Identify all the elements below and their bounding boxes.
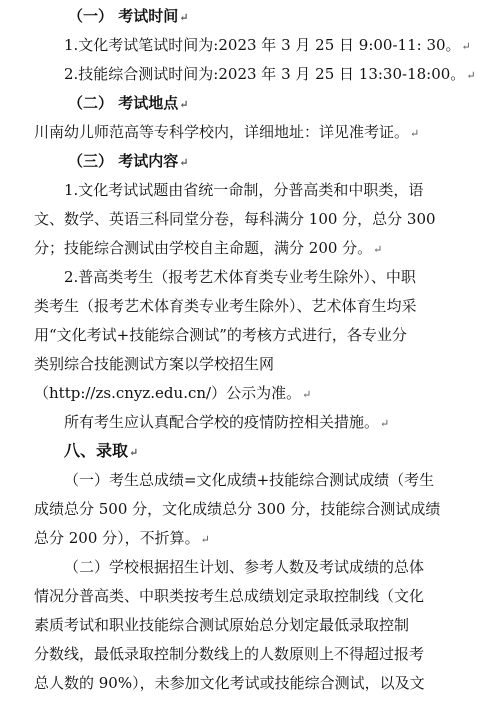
content-2-line-5: （http://zs.cnyz.edu.cn/）公示为准。↵ <box>34 384 312 402</box>
exam-time-line-2: 2.技能综合测试时间为:2023 年 3 月 25 日 13:30-18:00。↵ <box>64 65 476 83</box>
paragraph-mark: ↵ <box>179 98 189 111</box>
exam-time-line-1: 1.文化考试笔试时间为:2023 年 3 月 25 日 9:00-11: 30。↵ <box>64 36 471 54</box>
paragraph-mark: ↵ <box>466 69 476 82</box>
paragraph-mark: ↵ <box>179 156 189 169</box>
admission-2-line-4: 分数线，最低录取控制分数线上的人数原则上不得超过报考 <box>34 645 425 663</box>
content-1-line-3: 分；技能综合测试由学校自主命题，满分 200 分。↵ <box>34 239 383 257</box>
paragraph-mark: ↵ <box>373 243 383 256</box>
paragraph-mark: ↵ <box>410 127 420 140</box>
admission-2-line-2: 情况分普高类、中职类按考生总成绩划定录取控制线（文化 <box>34 587 425 605</box>
admission-1-line-3: 总分 200 分），不折算。↵ <box>34 529 210 547</box>
paragraph-mark: ↵ <box>200 533 210 546</box>
section-exam-place-heading: （二） 考试地点↵ <box>68 94 189 112</box>
content-2-line-1: 2.普高类考生（报考艺术体育类专业考生除外）、中职 <box>64 268 416 286</box>
paragraph-mark: ↵ <box>302 388 312 401</box>
admission-1-line-2: 成绩总分 500 分，文化成绩总分 300 分，技能综合测试成绩 <box>34 500 441 518</box>
content-2-line-2: 类考生（报考艺术体育类专业考生除外）、艺术体育生均采 <box>34 297 417 315</box>
admission-2-line-5: 总人数的 90%），未参加文化考试或技能综合测试，以及文 <box>34 674 425 692</box>
admission-1-line-1: （一）考生总成绩=文化成绩+技能综合测试成绩（考生 <box>64 471 435 489</box>
admission-2-line-3: 素质考试和职业技能综合测试原始总分划定最低录取控制 <box>34 616 410 634</box>
section-exam-time-heading: （一） 考试时间↵ <box>68 7 189 25</box>
paragraph-mark: ↵ <box>129 446 139 459</box>
content-1-line-1: 1.文化考试试题由省统一命制，分普高类和中职类，语 <box>64 181 424 199</box>
content-2-line-4: 类别综合技能测试方案以学校招生网 <box>34 355 275 373</box>
paragraph-mark: ↵ <box>179 11 189 24</box>
section-admission-heading: 八、录取↵ <box>64 441 139 460</box>
admission-2-line-1: （二）学校根据招生计划、参考人数及考试成绩的总体 <box>64 558 425 576</box>
content-1-line-2: 文、数学、英语三科同堂分卷，每科满分 100 分，总分 300 <box>34 210 436 228</box>
content-2-line-3: 用“文化考试+技能综合测试”的考核方式进行，各专业分 <box>34 326 407 344</box>
exam-place-text: 川南幼儿师范高等专科学校内，详细地址：详见准考证。↵ <box>34 123 420 141</box>
paragraph-mark: ↵ <box>461 40 471 53</box>
paragraph-mark: ↵ <box>380 417 390 430</box>
epidemic-notice: 所有考生应认真配合学校的疫情防控相关措施。↵ <box>64 413 390 431</box>
section-exam-content-heading: （三） 考试内容↵ <box>68 152 189 170</box>
